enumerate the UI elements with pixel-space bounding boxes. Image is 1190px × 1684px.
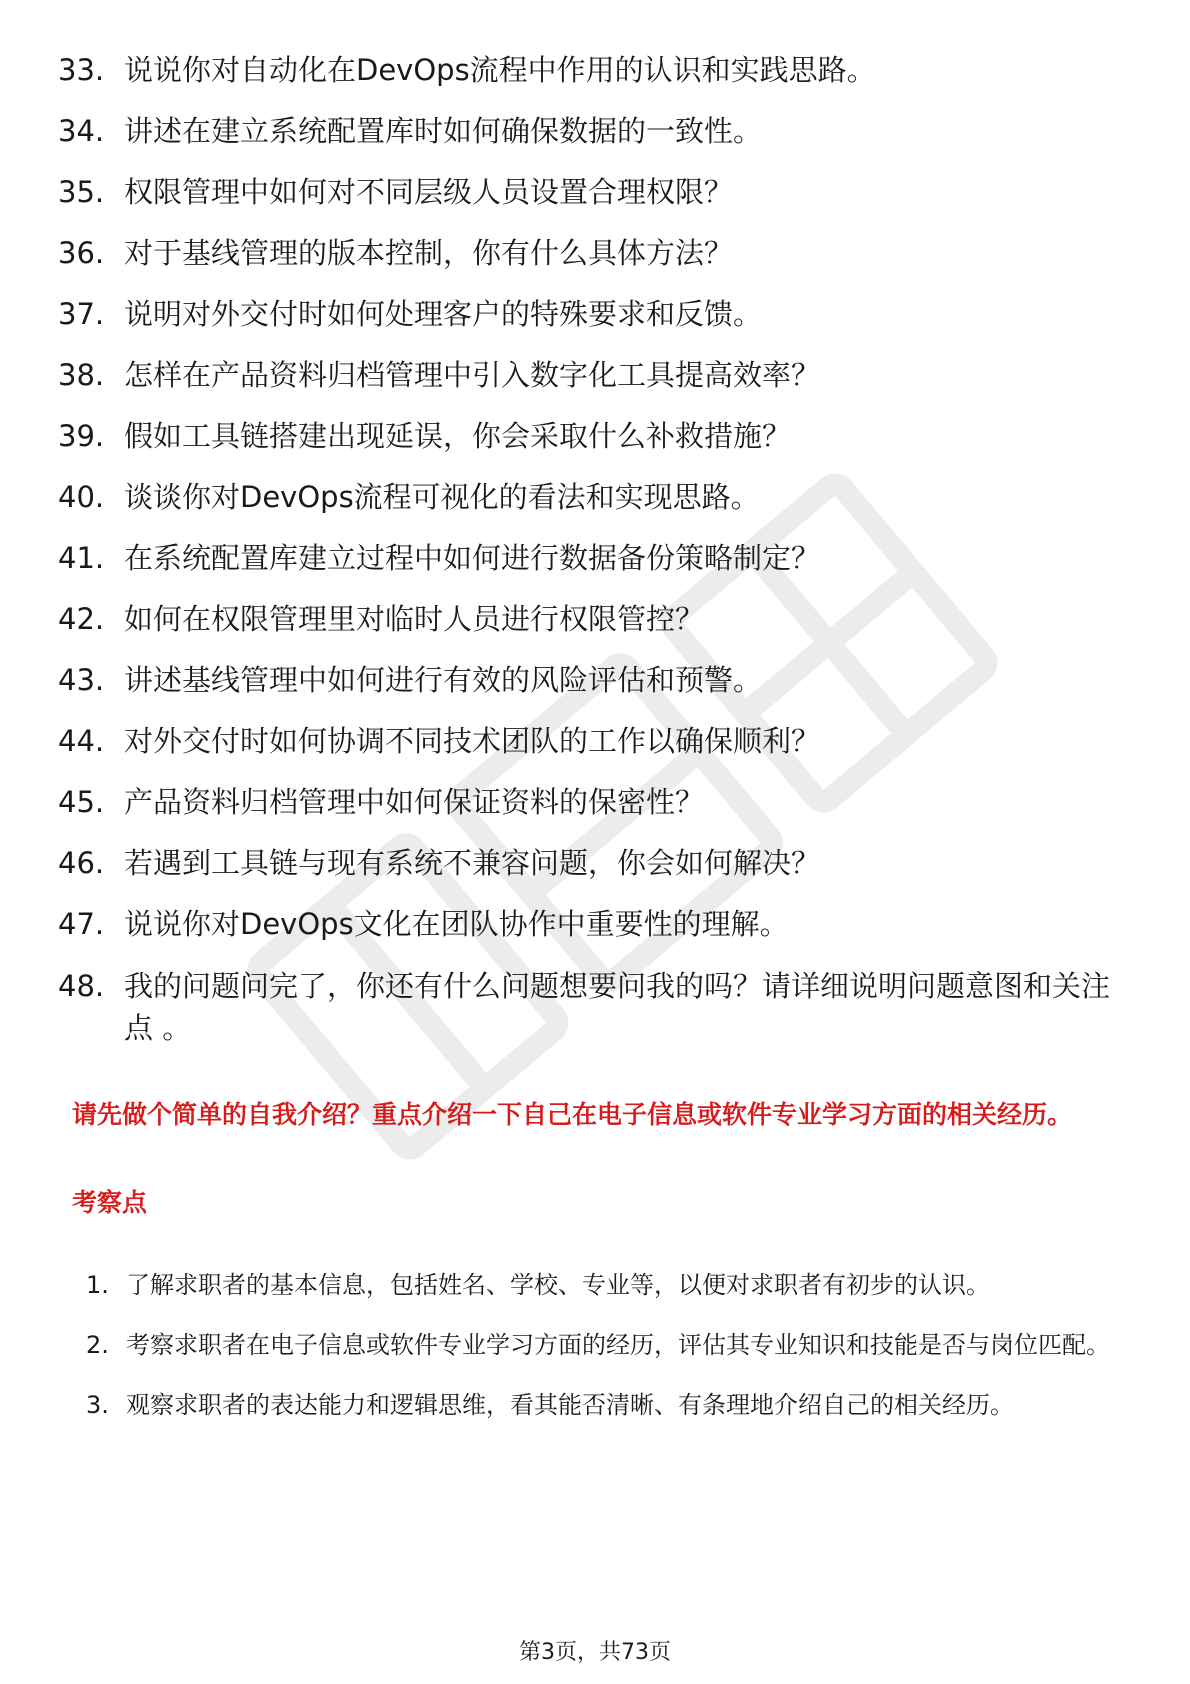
question-number: 45. — [58, 785, 105, 819]
question-number: 46. — [58, 846, 105, 880]
point-number: 3. — [86, 1391, 109, 1419]
point-text: 观察求职者的表达能力和逻辑思维，看其能否清晰、有条理地介绍自己的相关经历。 — [126, 1391, 1014, 1419]
page-footer: 第3页，共73页 — [519, 1640, 671, 1665]
question-item — [58, 782, 1138, 822]
question-item — [58, 355, 1138, 395]
question-number: 44. — [58, 724, 105, 758]
question-text: 我的问题问完了，你还有什么问题想要问我的吗？请详细说明问题意图和关注点 。 — [124, 969, 1111, 1045]
point-item — [86, 1378, 1126, 1432]
question-text: 说明对外交付时如何处理客户的特殊要求和反馈。 — [124, 297, 763, 331]
question-number: 43. — [58, 663, 105, 697]
question-number: 39. — [58, 419, 105, 453]
point-item — [86, 1258, 1126, 1312]
question-number: 42. — [58, 602, 105, 636]
question-text: 若遇到工具链与现有系统不兼容问题，你会如何解决？ — [124, 846, 821, 880]
point-text: 考察求职者在电子信息或软件专业学习方面的经历，评估其专业知识和技能是否与岗位匹配。 — [126, 1331, 1110, 1359]
question-number: 37. — [58, 297, 105, 331]
question-number: 33. — [58, 53, 105, 87]
question-number: 41. — [58, 541, 105, 575]
section-question: 请先做个简单的自我介绍？重点介绍一下自己在电子信息或软件专业学习方面的相关经历。 — [72, 1100, 1073, 1129]
question-number: 36. — [58, 236, 105, 270]
question-number: 38. — [58, 358, 105, 392]
points-list — [86, 1258, 1126, 1438]
point-number: 2. — [86, 1331, 109, 1359]
point-text: 了解求职者的基本信息，包括姓名、学校、专业等，以便对求职者有初步的认识。 — [126, 1271, 990, 1299]
question-number: 48. — [58, 969, 105, 1003]
question-text: 假如工具链搭建出现延误，你会采取什么补救措施？ — [124, 419, 792, 453]
question-item — [58, 904, 1138, 944]
question-text: 说说你对自动化在DevOps流程中作用的认识和实践思路。 — [124, 53, 876, 87]
question-text: 谈谈你对DevOps流程可视化的看法和实现思路。 — [124, 480, 760, 514]
question-text: 产品资料归档管理中如何保证资料的保密性？ — [124, 785, 705, 819]
question-item — [58, 538, 1138, 578]
question-item — [58, 294, 1138, 334]
question-text: 如何在权限管理里对临时人员进行权限管控？ — [124, 602, 705, 636]
question-item — [58, 660, 1138, 700]
question-number: 34. — [58, 114, 105, 148]
question-item — [58, 50, 1138, 90]
question-number: 40. — [58, 480, 105, 514]
question-number: 47. — [58, 907, 105, 941]
question-item — [58, 843, 1138, 883]
question-text: 说说你对DevOps文化在团队协作中重要性的理解。 — [124, 907, 789, 941]
question-item — [58, 599, 1138, 639]
question-item — [58, 477, 1138, 517]
question-list — [58, 50, 1138, 1070]
question-text: 在系统配置库建立过程中如何进行数据备份策略制定？ — [124, 541, 821, 575]
point-item — [86, 1318, 1126, 1372]
question-text: 对于基线管理的版本控制，你有什么具体方法？ — [124, 236, 734, 270]
question-text: 权限管理中如何对不同层级人员设置合理权限？ — [124, 175, 734, 209]
question-item — [58, 721, 1138, 761]
question-item — [58, 111, 1138, 151]
question-item — [58, 172, 1138, 212]
question-number: 35. — [58, 175, 105, 209]
point-number: 1. — [86, 1271, 109, 1299]
question-item — [58, 965, 1138, 1049]
question-text: 对外交付时如何协调不同技术团队的工作以确保顺利？ — [124, 724, 821, 758]
question-text: 讲述基线管理中如何进行有效的风险评估和预警。 — [124, 663, 763, 697]
question-item — [58, 416, 1138, 456]
points-title: 考察点 — [72, 1188, 148, 1217]
question-item — [58, 233, 1138, 273]
question-text: 怎样在产品资料归档管理中引入数字化工具提高效率？ — [124, 358, 821, 392]
question-text: 讲述在建立系统配置库时如何确保数据的一致性。 — [124, 114, 763, 148]
